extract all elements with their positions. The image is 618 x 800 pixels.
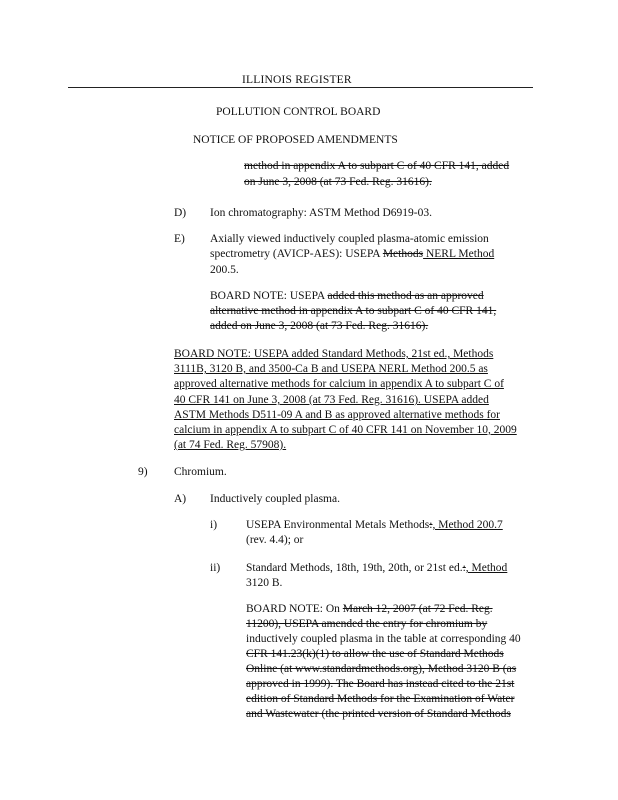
struck-text: Standard Methods bbox=[426, 708, 511, 720]
underlined-line: 3111B, 3120 B, and 3500-Ca B and USEPA NERL Method 200.5 as bbox=[174, 363, 488, 375]
text-line: (rev. 4.4); or bbox=[246, 534, 304, 546]
text-span: Standard Methods, 18th, 19th, 20th, or 21st ed. bbox=[246, 562, 463, 574]
register-title: ILLINOIS REGISTER bbox=[242, 74, 352, 86]
struck-text: added this method as an approved bbox=[327, 290, 484, 302]
board-title: POLLUTION CONTROL BOARD bbox=[216, 106, 381, 118]
text-line bbox=[246, 519, 503, 532]
text-line bbox=[210, 290, 484, 303]
underlined-line: approved alternative methods for calcium in appendix A to subpart C of bbox=[174, 378, 504, 390]
struck-text: and Wastewater bbox=[246, 708, 319, 720]
underlined-text: , Method 200.7 bbox=[432, 519, 503, 531]
underlined-line: 40 CFR 141 on June 3, 2008 (at 73 Fed. Reg. 31616). USEPA added bbox=[174, 394, 489, 406]
struck-text: : bbox=[429, 519, 433, 531]
item-label: i) bbox=[210, 519, 218, 531]
underlined-line: BOARD NOTE: USEPA added Standard Methods, 21st ed., Methods bbox=[174, 348, 494, 360]
item-text: Inductively coupled plasma. bbox=[210, 493, 340, 505]
text-line bbox=[244, 176, 432, 189]
underlined-line: ASTM Methods D511-09 A and B as approved alternative methods for bbox=[174, 409, 500, 421]
underlined-text: NERL Method bbox=[423, 248, 495, 260]
text-line bbox=[246, 648, 504, 661]
struck-text: CFR 141.23(k)(1) to allow the use of bbox=[246, 648, 420, 660]
text-line: inductively coupled plasma in the table at corresponding 40 bbox=[246, 633, 521, 645]
underlined-text: , Method bbox=[465, 562, 508, 574]
struck-line: edition of Standard Methods for the Examination of Water bbox=[246, 693, 515, 705]
item-label: 9) bbox=[138, 466, 148, 478]
item-label: ii) bbox=[210, 562, 221, 574]
struck-text: Methods bbox=[382, 248, 424, 260]
text-span: BOARD NOTE: USEPA bbox=[210, 290, 328, 302]
item-label: E) bbox=[174, 233, 185, 245]
text-line bbox=[246, 708, 511, 721]
underlined-line: calcium in appendix A to subpart C of 40 CFR 141 on November 10, 2009 bbox=[174, 424, 517, 436]
text-line: 3120 B. bbox=[246, 577, 283, 589]
struck-text: : bbox=[462, 562, 466, 574]
text-line: 200.5. bbox=[210, 264, 239, 276]
struck-line: Online (at www.standardmethods.org), Method 3120 B (as bbox=[246, 663, 517, 675]
struck-line: alternative method in appendix A to subpart C of 40 CFR 141, bbox=[210, 305, 497, 317]
text-span: BOARD NOTE: On bbox=[246, 603, 343, 615]
text-line bbox=[246, 603, 493, 616]
underlined-line: (at 74 Fed. Reg. 57908). bbox=[174, 439, 287, 451]
item-text: Ion chromatography: ASTM Method D6919-03. bbox=[210, 207, 432, 219]
struck-text: (the printed version of bbox=[318, 708, 427, 720]
header-rule bbox=[68, 87, 533, 88]
struck-text: Fed. Reg. 31616). bbox=[349, 176, 432, 188]
struck-line: approved in 1999). The Board has instead cited to the 21st bbox=[246, 678, 515, 690]
struck-text: on June 3, 2008 (at 73 bbox=[244, 176, 350, 188]
struck-line: added on June 3, 2008 (at 73 Fed. Reg. 31616). bbox=[210, 320, 429, 332]
struck-text: March 12, 2007 (at 72 Fed. Reg. bbox=[342, 603, 493, 615]
text-span: USEPA Environmental Metals Methods bbox=[246, 519, 430, 531]
text-line bbox=[246, 562, 507, 575]
struck-line: method in appendix A to subpart C of 40 CFR 141, added bbox=[244, 160, 510, 172]
item-text: Chromium. bbox=[174, 466, 227, 478]
struck-line: 11200), USEPA amended the entry for chromium by bbox=[246, 618, 488, 630]
item-text: Axially viewed inductively coupled plasma-atomic emission bbox=[210, 233, 489, 245]
notice-title: NOTICE OF PROPOSED AMENDMENTS bbox=[193, 134, 398, 146]
text-line bbox=[210, 248, 494, 261]
item-label: A) bbox=[174, 493, 187, 505]
struck-text: Standard Methods bbox=[419, 648, 504, 660]
text-span: spectrometry (AVICP-AES): USEPA bbox=[210, 248, 383, 260]
item-label: D) bbox=[174, 207, 187, 219]
